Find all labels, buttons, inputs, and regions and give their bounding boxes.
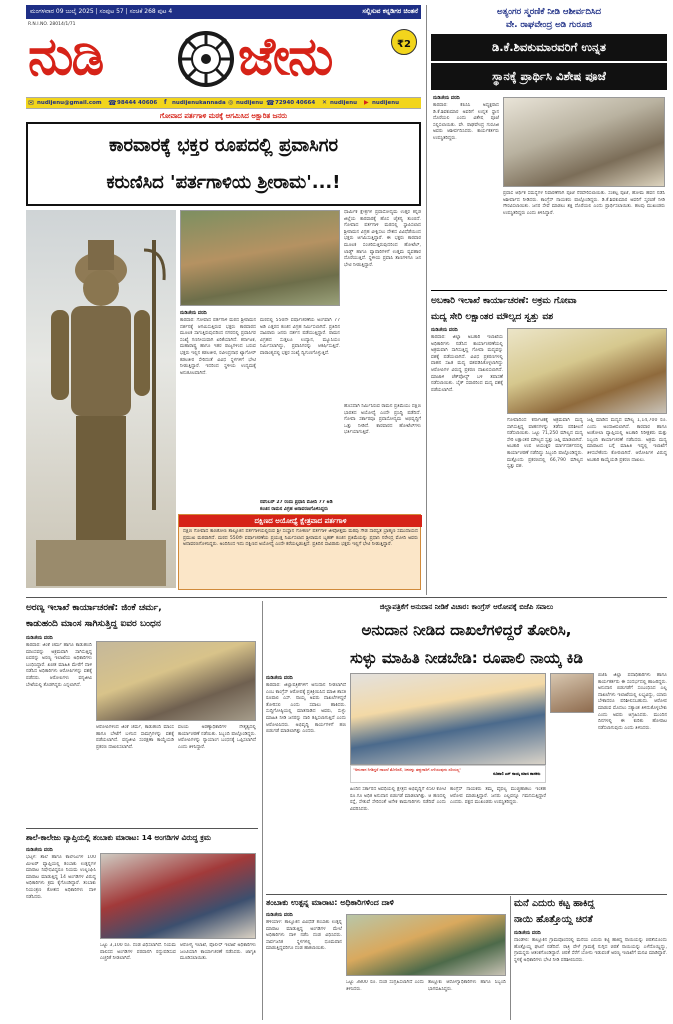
story-tobacco-sale bbox=[266, 896, 506, 1021]
grant-headline-2: ಸುಳ್ಳು ಮಾಹಿತಿ ನೀಡಬೇಡಿ: ರೂಪಾಲಿ ನಾಯ್ಕ ಕಿಡಿ bbox=[350, 649, 583, 667]
story-kicker-2: ವೇ. ರಾಘವೇಂದ್ರ ಅಡಿ ಗುರೂಜಿ bbox=[506, 20, 592, 30]
lead-story bbox=[26, 112, 421, 592]
lead-body-right: ಧಾರ್ಮಿಕ ಕ್ಷೇತ್ರಗಳ ಪ್ರವಾಸೋದ್ಯಮ ಉತ್ತರ ಕನ್ನಡ ಜಿಲ್ಲೆಯ ಕಾರವಾರಕ್ಕೆ ಹೊಸ ಚೈತನ್ಯ ತುಂಬಿದೆ. ಗೋವಾದ ಪರ್ತಗಾಳಿ ಮಠದಲ್ಲಿ ಸ್ಥಾಪಿಸಲಾದ ಶ್ರೀರಾಮನ ವಿಗ್ರಹ ವೀಕ್ಷಿಸಲು ದೇಶದ ವಿವಿಧೆಡೆಯಿಂದ ಭಕ್ತರು ಆಗಮಿಸುತ್ತಿದ್ದಾರೆ. ಈ ಭಕ್ತರು ಕಾರವಾರ ಮೂಲಕ ಸಂಚರಿಸುತ್ತಿರುವುದರಿಂದ ಹೋಟೆಲ್, ಲಾಡ್ಜ್ ಹಾಗೂ ವ್ಯಾಪಾರಿಗಳಿಗೆ ಉತ್ತಮ ವ್ಯವಹಾರ ದೊರೆಯುತ್ತಿದೆ. ಸ್ಥಳೀಯ ಪ್ರವಾಸಿ ತಾಣಗಳಿಗೂ ಜನ ಭೇಟಿ ನೀಡುತ್ತಿದ್ದಾರೆ. bbox=[344, 210, 421, 268]
phone-icon: ☎ bbox=[108, 99, 117, 107]
story-tobacco-school bbox=[26, 831, 258, 1021]
tobacco-school-body-2: ಒಟ್ಟು 3,100 ರೂ. ದಂಡ ವಿಧಿಸಲಾಗಿದೆ. ನಿಯಮ ಪಾಲಿಸದ ಅಂಗಡಿಗಳ ಪರವಾನಗಿ ರದ್ದುಪಡಿಸುವ ಎಚ್ಚರಿಕೆ ನೀಡಲಾಗಿದೆ. bbox=[100, 943, 176, 962]
price: ₹2 bbox=[397, 39, 411, 50]
phone-icon-2: ☎ bbox=[266, 99, 275, 107]
grant-caption-quote: "ಅನುದಾನ ನೀಡಿದ್ದರೆ ದಾಖಲೆ ತೋರಿಸಲಿ, ಜನರನ್ನು ತಪ್ಪುದಾರಿಗೆ ಎಳೆಯುವುದು ಸರಿಯಲ್ಲ" bbox=[353, 767, 462, 772]
tobacco-school-figure: 3,100 bbox=[109, 943, 123, 948]
phone-1[interactable]: 98444 40606 bbox=[117, 100, 158, 106]
grant-body-1: ಕಾರವಾರ: ಜಿಲ್ಲಾಪತ್ರಿಕೆಗಳಿಗೆ ಅನುದಾನ ನೀಡಲಾಗಿದೆ ಎಂಬ ಕಾಂಗ್ರೆಸ್ ಆರೋಪಕ್ಕೆ ಪ್ರತಿಕ್ರಿಯಿಸಿದ ಮಾಜಿ ಶಾಸಕಿ ರೂಪಾಲಿ ಎಸ್. ನಾಯ್ಕ ಅವರು ದಾಖಲೆಗಳಿದ್ದರೆ ತೋರಿಸಲಿ ಎಂದು ಸವಾಲು ಹಾಕಿದರು. ಸುದ್ದಿಗೋಷ್ಠಿಯಲ್ಲಿ ಮಾತನಾಡಿದ ಅವರು, ಸುಳ್ಳು ಮಾಹಿತಿ ನೀಡಿ ಜನರನ್ನು ದಾರಿ ತಪ್ಪಿಸಲಾಗುತ್ತಿದೆ ಎಂದು ಆರೋಪಿಸಿದರು. ಅಭಿವೃದ್ಧಿ ಕಾರ್ಯಗಳಿಗೆ ಹಣ ಬಿಡುಗಡೆ ಮಾಡಲಾಗಿತ್ತು ಎಂದರು. bbox=[266, 683, 346, 735]
grant-press-meet-photo bbox=[350, 673, 546, 765]
leopard-body: ದಾಂಡೇಲಿ: ತಾಲ್ಲೂಕಿನ ಗ್ರಾಮವೊಂದರಲ್ಲಿ ಮನೆಯ ಎದುರು ಕಟ್ಟಿ ಹಾಕಿದ್ದ ನಾಯಿಯನ್ನು ಚಿರತೆಯೊಂದು ಹೊತ್ತೊಯ್ದ ಘಟನೆ ನಡೆದಿದೆ. ರಾತ್ರಿ ವೇಳೆ ಗ್ರಾಮಕ್ಕೆ ನುಗ್ಗಿದ ಚಿರತೆ ನಾಯಿಯನ್ನು ಎಳೆದೊಯ್ದಿದ್ದು, ಗ್ರಾಮಸ್ಥರು ಆತಂಕಗೊಂಡಿದ್ದಾರೆ. ಚಿರತೆ ಸೆರೆಗೆ ಬೋನು ಇಡುವಂತೆ ಅರಣ್ಯ ಇಲಾಖೆಗೆ ಮನವಿ ಮಾಡಿದ್ದಾರೆ. ಸ್ಥಳಕ್ಕೆ ಅಧಿಕಾರಿಗಳು ಭೇಟಿ ನೀಡಿ ಪರಿಶೀಲಿಸಿದರು. bbox=[514, 938, 667, 963]
section-rule bbox=[431, 290, 667, 291]
date-note: ನವೆಂಬರ್ 27 ರಂದು ಪ್ರಧಾನಿ ಮೋದಿ 77 ಅಡಿ ಕಂಚಿನ ರಾಮನ ವಿಗ್ರಹ ಅನಾವರಣಗೊಳಿಸಿದ್ದರು bbox=[260, 500, 333, 512]
price-badge bbox=[391, 29, 417, 55]
title-left: ನುಡಿ bbox=[28, 27, 103, 87]
excise-figure-2: 71,250 bbox=[542, 431, 559, 437]
forest-headline-2: ಕಾಡುಹಂದಿ ಮಾಂಸ ಸಾಗಿಸುತ್ತಿದ್ದ ಐವರ ಬಂಧನ bbox=[26, 619, 161, 629]
instagram-icon: ◎ bbox=[228, 99, 234, 106]
story-body-cont: ಪ್ರವಾಸ ಆರ್ಥಿಕ ಸಮಸ್ಯೆಗಳ ನಿವಾರಣೆಗಾಗಿ ಪೂಜೆ ನೆರವೇರಿಸಲಾಯಿತು. ಸಂಕಲ್ಪ ಪೂಜೆ, ಹೋಮ ಹವನ ನಡೆಸಿ ಅಶೀರ್ವಾದ ನೀಡಿದರು. ಕಾಂಗ್ರೆಸ್ ನಾಯಕರು ಪಾಲ್ಗೊಂಡಿದ್ದರು. ಡಿ.ಕೆ.ಶಿವಕುಮಾರ ಅವರಿಗೆ ಸ್ಮರಣಿಕೆ ನೀಡಿ ಗೌರವಿಸಲಾಯಿತು. ಜನರ ಸೇವೆ ಮಾಡಲು ಶಕ್ತಿ ದೊರೆಯಲಿ ಎಂದು ಪ್ರಾರ್ಥಿಸಲಾಯಿತು. ಹಲವು ಮುಖಂಡರು ಉಪಸ್ಥಿತರಿದ್ದರು ಎಂದು ತಿಳಿಸಿದ್ದಾರೆ. bbox=[503, 191, 665, 216]
title-right: ಜೇನು bbox=[238, 27, 332, 87]
date-bar bbox=[26, 5, 421, 19]
twitter-handle[interactable]: nudijenu bbox=[330, 100, 358, 106]
email-icon: ✉ bbox=[28, 99, 34, 107]
sidebar-box-title: ದಕ್ಷಿಣದ ಅಯೋಧ್ಯೆ ಕ್ಷೇತ್ರವಾದ ಪರ್ತಗಾಳಿ bbox=[179, 515, 422, 527]
excise-body-3: ಜಪ್ತಿ ಮಾಡಿದ ಮದ್ಯದ ಮೌಲ್ಯ 1,14,700 ರೂ. ಎಂದು ಅಂದಾಜಿಸಲಾಗಿದೆ. ಕಾರವಾರ ಹಾಗೂ ಅಂಕೋಲಾ ವ್ಯಾಪ್ತಿಯಲ್ಲಿ ಅಬಕಾರಿ ನಿರೀಕ್ಷಕರು ಮತ್ತು ಸಿಬ್ಬಂದಿ ಕಾರ್ಯಾಚರಣೆ ನಡೆಸಿದರು. ಅಕ್ರಮ ಮದ್ಯ ಮಾರಾಟದ ಬಗ್ಗೆ ಮಾಹಿತಿ ಇದ್ದಲ್ಲಿ ಇಲಾಖೆಗೆ ತಿಳಿಸಬೇಕೆಂದು ಕೋರಲಾಗಿದೆ. ಆರೋಪಿಗಳ ವಿರುದ್ಧ ಅಬಕಾರಿ ಕಾಯ್ದೆಯಡಿ ಪ್ರಕರಣ ದಾಖಲು. bbox=[587, 418, 667, 463]
story-leopard bbox=[514, 896, 667, 1021]
facebook-icon: f bbox=[164, 99, 167, 106]
excise-photo bbox=[507, 328, 667, 414]
lead-byline: ನುಡಿಜೇನು ವರದಿ bbox=[180, 311, 207, 316]
column-divider-3 bbox=[510, 896, 511, 1020]
youtube-icon: ▶ bbox=[364, 99, 369, 106]
tobacco-sale-figure: 3800 bbox=[356, 980, 368, 985]
byline: ನುಡಿಜೇನು ವರದಿ bbox=[433, 96, 460, 101]
lead-body-col2: ಮಠದಲ್ಲಿ 550ನೇ ವರ್ಷಾಚರಣೆಯ ಅಂಗವಾಗಿ 77 ಅಡಿ ಎತ್ತರದ ಕಂಚಿನ ವಿಗ್ರಹ ನಿರ್ಮಿಸಲಾಗಿದೆ. ಪ್ರತಿದಿನ ಸಾವಿರಾರು ಜನರು ದರ್ಶನ ಪಡೆಯುತ್ತಿದ್ದಾರೆ. ರಾಮನ ವಿಗ್ರಹದ ಸುತ್ತಲೂ ಉದ್ಯಾನ, ಮ್ಯೂಸಿಯಂ ನಿರ್ಮಿಸಲಾಗಿದ್ದು, ಪ್ರವಾಸಿಗರನ್ನು ಆಕರ್ಷಿಸುತ್ತಿದೆ. ವಾರಾಂತ್ಯದಲ್ಲಿ ಭಕ್ತರ ಸಂಖ್ಯೆ ದ್ವಿಗುಣಗೊಳ್ಳುತ್ತಿದೆ. bbox=[260, 318, 340, 356]
grant-photo-caption-bar bbox=[350, 765, 546, 783]
facebook-handle[interactable]: nudijenukannada bbox=[172, 100, 226, 106]
story-dks-puja bbox=[431, 5, 667, 305]
forest-byline: ನುಡಿಜೇನು ವರದಿ bbox=[26, 636, 53, 641]
instagram-handle[interactable]: nudijenu bbox=[236, 100, 264, 106]
forest-body-1: ಕಾರವಾರ: ಜಿಂಕೆ ಚರ್ಮ ಹಾಗೂ ಕಾಡುಹಂದಿ ಮಾಂಸವನ್ನು ಅಕ್ರಮವಾಗಿ ಸಾಗಿಸುತ್ತಿದ್ದ ಐವರನ್ನು ಅರಣ್ಯ ಇಲಾಖೆಯ ಅಧಿಕಾರಿಗಳು ಬಂಧಿಸಿದ್ದಾರೆ. ಖಚಿತ ಮಾಹಿತಿ ಮೇರೆಗೆ ದಾಳಿ ನಡೆಸಿದ ಅಧಿಕಾರಿಗಳು ಆರೋಪಿಗಳನ್ನು ವಶಕ್ಕೆ ಪಡೆದರು. ಆರೋಪಿಗಳು ವನ್ಯಜೀವಿ ಬೇಟೆಯಲ್ಲಿ ತೊಡಗಿದ್ದರು ಎನ್ನಲಾಗಿದೆ. bbox=[26, 643, 92, 688]
story-grant bbox=[266, 601, 667, 891]
story-body: ಕಾರವಾರ: ಕೆಪಿಸಿಸಿ ಅಧ್ಯಕ್ಷರಾದ ಡಿ.ಕೆ.ಶಿವಕುಮಾರ ಅವರಿಗೆ ಉನ್ನತ ಸ್ಥಾನ ದೊರೆಯಲಿ ಎಂದು ವಿಶೇಷ ಪೂಜೆ ಸಲ್ಲಿಸಲಾಯಿತು. ವೇ. ರಾಘವೇಂದ್ರ ಗುರೂಜಿ ಅವರು ಆಶೀರ್ವದಿಸಿದರು. ಕಾರ್ಯಕರ್ತರು ಉಪಸ್ಥಿತರಿದ್ದರು. bbox=[433, 103, 499, 141]
tobacco-school-photo bbox=[100, 853, 256, 939]
lead-kicker: ಗೋವಾದ ಪರ್ತಗಾಳಿ ಮಠಕ್ಕೆ ಆಗಮಿಸಿದ ಅಕ್ಷಾರಿತ ಜನರು bbox=[159, 112, 288, 120]
reg-no: R.N.I.NO. 28014/1/71 bbox=[28, 22, 76, 27]
excise-headline-2: ಮದ್ಯ ಸೇರಿ ಲಕ್ಷಾಂತರ ಮೌಲ್ಯದ ಸ್ವತ್ತು ವಶ bbox=[431, 312, 554, 322]
grant-headline-1: ಅನುದಾನ ನೀಡಿದ ದಾಖಲೆಗಳಿದ್ದರೆ ತೋರಿಸಿ, bbox=[361, 621, 572, 639]
headline-line-1: ಡಿ.ಕೆ.ಶಿವಕುಮಾರವರಿಗೆ ಉನ್ನತ bbox=[431, 34, 667, 61]
masthead bbox=[26, 5, 421, 113]
lead-body-col1: ಕಾರವಾರ: ಗೋವಾದ ಪರ್ತಗಾಳಿ ಮಠದ ಶ್ರೀರಾಮನ ದರ್ಶನಕ್ಕೆ ಆಗಮಿಸುತ್ತಿರುವ ಭಕ್ತರು ಕಾರವಾರದ ಮೂಲಕ ಸಾಗುತ್ತಿರುವುದರಿಂದ ನಗರದಲ್ಲಿ ಪ್ರವಾಸಿಗರ ಸಂಖ್ಯೆ ಗಣನೀಯವಾಗಿ ಏರಿಕೆಯಾಗಿದೆ. ಕರ್ನಾಟಕ, ಮಹಾರಾಷ್ಟ್ರ ಹಾಗೂ ಇತರ ರಾಜ್ಯಗಳಿಂದ ಬರುವ ಭಕ್ತರು ಇಲ್ಲಿನ ಕಡಲತೀರ, ರವೀಂದ್ರನಾಥ ಟ್ಯಾಗೋರ್ ಕಡಲತೀರ ಸೇರಿದಂತೆ ವಿವಿಧ ಸ್ಥಳಗಳಿಗೆ ಭೇಟಿ ನೀಡುತ್ತಿದ್ದಾರೆ. ಇದರಿಂದ ಸ್ಥಳೀಯ ಉದ್ಯಮಕ್ಕೆ ಅನುಕೂಲವಾಗಿದೆ. bbox=[180, 318, 256, 376]
leopard-headline-2: ನಾಯಿ ಹೊತ್ತೊಯ್ದ ಚಿರತೆ bbox=[514, 914, 593, 925]
tobacco-school-headline: ಶಾಲೆ-ಕಾಲೇಜು ವ್ಯಾಪ್ತಿಯಲ್ಲಿ ತಂಬಾಕು ಮಾರಾಟ: 14 ಅಂಗಡಿಗಳ ವಿರುದ್ಧ ಕ್ರಮ bbox=[26, 833, 211, 842]
tobacco-sale-body-1: ಹಳಿಯಾಳ: ತಾಲ್ಲೂಕಿನ ವಿವಿಧೆಡೆ ತಂಬಾಕು ಉತ್ಪನ್ನ ಮಾರಾಟ ಮಾಡುತ್ತಿದ್ದ ಅಂಗಡಿಗಳ ಮೇಲೆ ಅಧಿಕಾರಿಗಳು ದಾಳಿ ನಡೆಸಿ ದಂಡ ವಿಧಿಸಿದರು. ಸಾರ್ವಜನಿಕ ಸ್ಥಳಗಳಲ್ಲಿ ಧೂಮಪಾನ ಮಾಡುತ್ತಿದ್ದವರಿಗೂ ದಂಡ ಹಾಕಲಾಯಿತು. bbox=[266, 920, 342, 952]
excise-body-1: ಕಾರವಾರ: ಜಿಲ್ಲಾ ಅಬಕಾರಿ ಇಲಾಖೆಯ ಅಧಿಕಾರಿಗಳು ನಡೆಸಿದ ಕಾರ್ಯಾಚರಣೆಯಲ್ಲಿ ಅಕ್ರಮವಾಗಿ ಸಾಗಿಸುತ್ತಿದ್ದ ಗೋವಾ ಮದ್ಯವನ್ನು ವಶಕ್ಕೆ ಪಡೆಯಲಾಗಿದೆ. ವಿವಿಧ ಪ್ರಕರಣಗಳಲ್ಲಿ ವಾಹನ ಸಹಿತ ಮದ್ಯ ವಶಪಡಿಸಿಕೊಳ್ಳಲಾಗಿದ್ದು ಆರೋಪಿಗಳ ವಿರುದ್ಧ ಪ್ರಕರಣ ದಾಖಲಿಸಲಾಗಿದೆ. ಮಾಜಾಳಿ ಚೆಕ್‌ಪೋಸ್ಟ್ ಬಳಿ ತಪಾಸಣೆ ನಡೆಸಲಾಯಿತು. ಬೈಕ್ ಸವಾರರಿಂದ ಮದ್ಯ ವಶಕ್ಕೆ ಪಡೆಯಲಾಗಿದೆ. bbox=[431, 335, 503, 393]
grant-caption: ರೂಪಾಲಿ ಎಸ್ ನಾಯ್ಕ ಮಾಜಿ ಶಾಸಕರು bbox=[493, 771, 541, 776]
leopard-byline: ನುಡಿಜೇನು ವರದಿ bbox=[514, 931, 541, 936]
grant-portrait-photo bbox=[550, 673, 594, 713]
story-forest bbox=[26, 601, 258, 826]
grant-body-4: ಬಿಜೆಪಿ ಜಿಲ್ಲಾ ಪದಾಧಿಕಾರಿಗಳು ಹಾಗೂ ಕಾರ್ಯಕರ್ತರು ಈ ಸಂದರ್ಭದಲ್ಲಿ ಹಾಜರಿದ್ದರು. ಅನುದಾನ ಬಿಡುಗಡೆಗೆ ಸಂಬಂಧಿಸಿದ ಎಲ್ಲ ದಾಖಲೆಗಳು ಇಲಾಖೆಯಲ್ಲಿ ಲಭ್ಯವಿದ್ದು, ಯಾರು ಬೇಕಾದರೂ ಪರಿಶೀಲಿಸಬಹುದು. ಆರೋಪ ಮಾಡುವ ಮೊದಲು ಸತ್ಯಾಂಶ ತಿಳಿದುಕೊಳ್ಳಬೇಕು ಎಂದು ಅವರು ಆಗ್ರಹಿಸಿದರು. ಮುಂದಿನ ದಿನಗಳಲ್ಲಿ ಈ ಕುರಿತು ಹೋರಾಟ ನಡೆಸಲಾಗುವುದು ಎಂದು ತಿಳಿಸಿದರು. bbox=[598, 673, 667, 731]
contact-bar bbox=[26, 97, 421, 109]
grant-kicker: ಜಿಲ್ಲಾಪತ್ರಿಕೆಗೆ ಅನುದಾನ ನೀಡಿಕೆ ವಿಚಾರ: ಕಾಂಗ್ರೆಸ್ ಆರೋಪಕ್ಕೆ ಬಿಜೆಪಿ ಸವಾಲು bbox=[379, 603, 554, 611]
date-line: ಮಂಗಳವಾರ 09 ಜುಲೈ 2025 | ಸಂಪುಟ 57 | ಸಂಚಿಕೆ 268 ಪುಟ 4 bbox=[30, 8, 173, 15]
tobacco-sale-body-2: ಒಟ್ಟು 3800 ರೂ. ದಂಡ ಸಂಗ್ರಹಿಸಲಾಗಿದೆ ಎಂದು ತಿಳಿಸಿದರು. bbox=[346, 980, 424, 992]
wheel-logo-icon bbox=[176, 29, 236, 89]
page-rule-1 bbox=[26, 597, 667, 598]
lead-headline-2: ಕರುಣಿಸಿದ 'ಪರ್ತಗಾಳಿಯ ಶ್ರೀರಾಮ'...! bbox=[106, 172, 341, 193]
rama-statue-photo bbox=[26, 210, 176, 588]
forest-photo bbox=[96, 641, 256, 721]
lead-body-col3: ಹೊಸದಾಗಿ ನಿರ್ಮಿಸಿರುವ ರಾಮನ ಪ್ರತಿಮೆಯು ದಕ್ಷಿಣ ಭಾರತದ ಅಯೋಧ್ಯೆ ಎಂದೇ ಪ್ರಸಿದ್ಧಿ ಪಡೆದಿದೆ. ಗೋವಾ ಸರ್ಕಾರವೂ ಪ್ರವಾಸೋದ್ಯಮ ಅಭಿವೃದ್ಧಿಗೆ ಒತ್ತು ನೀಡಿದೆ. ಕಾರವಾರದ ಹೋಟೆಲ್‌ಗಳು ಭರ್ತಿಯಾಗುತ್ತಿವೆ. bbox=[344, 404, 421, 436]
lead-headline-box bbox=[26, 122, 421, 206]
phone-2[interactable]: 72940 40664 bbox=[275, 100, 316, 106]
tobacco-school-body-1: ಭಟ್ಕಳ: ಶಾಲೆ ಹಾಗೂ ಕಾಲೇಜುಗಳ 100 ಮೀಟರ್ ವ್ಯಾಪ್ತಿಯಲ್ಲಿ ತಂಬಾಕು ಉತ್ಪನ್ನಗಳ ಮಾರಾಟ ನಿಷೇಧವಿದ್ದರೂ ನಿಯಮ ಉಲ್ಲಂಘಿಸಿ ಮಾರಾಟ ಮಾಡುತ್ತಿದ್ದ 14 ಅಂಗಡಿಗಳ ವಿರುದ್ಧ ಅಧಿಕಾರಿಗಳು ಕ್ರಮ ಕೈಗೊಂಡಿದ್ದಾರೆ. ತಂಬಾಕು ನಿಯಂತ್ರಣ ಕೋಶದ ಅಧಿಕಾರಿಗಳು ದಾಳಿ ನಡೆಸಿದರು. bbox=[26, 855, 96, 900]
column-divider bbox=[426, 5, 427, 595]
story-excise bbox=[431, 294, 667, 594]
forest-body-2: ಆರೋಪಿಗಳಿಂದ ಜಿಂಕೆ ಚರ್ಮ, ಕಾಡುಹಂದಿ ಮಾಂಸ ಹಾಗೂ ಬೇಟೆಗೆ ಬಳಸಿದ ಸಾಮಗ್ರಿಗಳನ್ನು ವಶಕ್ಕೆ ಪಡೆಯಲಾಗಿದೆ. ವನ್ಯಜೀವಿ ಸಂರಕ್ಷಣಾ ಕಾಯ್ದೆಯಡಿ ಪ್ರಕರಣ ದಾಖಲಿಸಲಾಗಿದೆ. bbox=[96, 725, 174, 750]
sidebar-box-body: ದಕ್ಷಿಣ ಗೋವಾದ ಕಾಣಕೋಣ ತಾಲ್ಲೂಕಿನ ಪರ್ತಗಾಳಿಯಲ್ಲಿರುವ ಶ್ರೀ ಸಂಸ್ಥಾನ ಗೋಕರ್ಣ ಪರ್ತಗಾಳಿ ಜೀವೋತ್ತಮ ಮಠವು ಗೌಡ ಸಾರಸ್ವತ ಬ್ರಾಹ್ಮಣ ಸಮುದಾಯದ ಪ್ರಮುಖ ಮಠವಾಗಿದೆ. ಮಠದ 550ನೇ ವರ್ಷಾಚರಣೆಯ ಪ್ರಯುಕ್ತ ನಿರ್ಮಿಸಲಾದ ಶ್ರೀರಾಮನ ಬೃಹತ್ ಕಂಚಿನ ಪ್ರತಿಮೆಯನ್ನು ಪ್ರಧಾನಿ ನರೇಂದ್ರ ಮೋದಿ ಅವರು ಅನಾವರಣಗೊಳಿಸಿದ್ದರು. ಅಂದಿನಿಂದ ಇದು ದಕ್ಷಿಣದ ಅಯೋಧ್ಯೆ ಎಂದೇ ಕರೆಯಲ್ಪಡುತ್ತಿದೆ. ಪ್ರತಿದಿನ ಸಾವಿರಾರು ಭಕ್ತರು ಇಲ್ಲಿಗೆ ಭೇಟಿ ನೀಡುತ್ತಿದ್ದಾರೆ. bbox=[183, 529, 418, 548]
temple-aerial-photo bbox=[180, 210, 340, 306]
column-divider-2 bbox=[262, 601, 263, 1020]
youtube-handle[interactable]: nudijenu bbox=[372, 100, 400, 106]
excise-byline: ನುಡಿಜೇನು ವರದಿ bbox=[431, 328, 458, 333]
lead-headline-1: ಕಾರವಾರಕ್ಕೆ ಭಕ್ತರ ರೂಪದಲ್ಲಿ ಪ್ರವಾಸಿಗರ bbox=[108, 135, 339, 156]
excise-headline-1: ಅಬಕಾರಿ ಇಲಾಖೆ ಕಾರ್ಯಾಚರಣೆ: ಅಕ್ರಮ ಗೋವಾ bbox=[431, 296, 577, 306]
tobacco-school-byline: ನುಡಿಜೇನು ವರದಿ bbox=[26, 848, 53, 853]
tobacco-sale-headline: ತಂಬಾಕು ಉತ್ಪನ್ನ ಮಾರಾಟ: ಅಧಿಕಾರಿಗಳಿಂದ ದಾಳಿ bbox=[266, 898, 394, 907]
page-rule-2 bbox=[26, 828, 258, 829]
grant-body-3: ಕಾಂಗ್ರೆಸ್ ನಾಯಕರು ತಮ್ಮ ವೈಫಲ್ಯ ಮುಚ್ಚಿಹಾಕಲು ಇಂತಹ ಆರೋಪ ಮಾಡುತ್ತಿದ್ದಾರೆ. ಜನರು ಎಲ್ಲವನ್ನೂ ಗಮನಿಸುತ್ತಿದ್ದಾರೆ ಎಂದರು. ಪಕ್ಷದ ಮುಖಂಡರು ಉಪಸ್ಥಿತರಿದ್ದರು. bbox=[450, 787, 546, 806]
excise-body-2: ಗೋವಾದಿಂದ ಕರ್ನಾಟಕಕ್ಕೆ ಅಕ್ರಮವಾಗಿ ಮದ್ಯ ಸಾಗಿಸುತ್ತಿದ್ದ ವಾಹನಗಳನ್ನು ತಡೆದು ಪರಿಶೀಲನೆ ನಡೆಸಲಾಯಿತು. ಒಟ್ಟು 71,250 ಮೌಲ್ಯದ ಮದ್ಯ ಸೇರಿ ಲಕ್ಷಾಂತರ ಮೌಲ್ಯದ ಸ್ವತ್ತು ಜಪ್ತಿ ಮಾಡಲಾಗಿದೆ. ಅಬಕಾರಿ ಉಪ ಆಯುಕ್ತರ ಮಾರ್ಗದರ್ಶನದಲ್ಲಿ ಕಾರ್ಯಾಚರಣೆ ನಡೆದಿದ್ದು ಸಿಬ್ಬಂದಿ ಪಾಲ್ಗೊಂಡಿದ್ದರು. ಮತ್ತೊಂದು ಪ್ರಕರಣದಲ್ಲಿ 66,790 ಮೌಲ್ಯದ ಸ್ವತ್ತು ವಶ. bbox=[507, 418, 583, 470]
headline-line-2: ಸ್ಥಾನಕ್ಕೆ ಪ್ರಾರ್ಥಿಸಿ ವಿಶೇಷ ಪೂಜೆ bbox=[431, 63, 667, 90]
forest-body-3: ವಲಯ ಅರಣ್ಯಾಧಿಕಾರಿಗಳ ನೇತೃತ್ವದಲ್ಲಿ ಕಾರ್ಯಾಚರಣೆ ನಡೆಯಿತು. ಸಿಬ್ಬಂದಿ ಪಾಲ್ಗೊಂಡಿದ್ದರು. ಆರೋಪಿಗಳನ್ನು ನ್ಯಾಯಾಂಗ ಬಂಧನಕ್ಕೆ ಒಪ್ಪಿಸಲಾಗಿದೆ ಎಂದು ತಿಳಿಸಿದ್ದಾರೆ. bbox=[178, 725, 256, 750]
tagline: ಸಲ್ಲಿಸುವ ಕನ್ನಡಿಗರ ಚಿಂತನೆ bbox=[362, 7, 418, 15]
story-photo bbox=[503, 97, 665, 187]
leopard-headline-1: ಮನೆ ಎದುರು ಕಟ್ಟ ಹಾಕಿದ್ದ bbox=[514, 898, 595, 909]
story-kicker: ಅತ್ಯಂಗರ ಸ್ಮರಣಿಕೆ ನೀಡಿ ಆಶೀರ್ವದಿಸಿದ bbox=[497, 7, 601, 17]
tobacco-sale-body-3: ತಾಲ್ಲೂಕು ಆರೋಗ್ಯಾಧಿಕಾರಿಗಳು ಹಾಗೂ ಸಿಬ್ಬಂದಿ ಭಾಗವಹಿಸಿದ್ದರು. bbox=[428, 980, 506, 992]
tobacco-sale-byline: ನುಡಿಜೇನು ವರದಿ bbox=[266, 913, 293, 918]
forest-headline-1: ಅರಣ್ಯ ಇಲಾಖೆ ಕಾರ್ಯಾಚರಣೆ: ಜಿಂಕೆ ಚರ್ಮ, bbox=[26, 603, 162, 613]
grant-byline: ನುಡಿಜೇನು ವರದಿ bbox=[266, 676, 293, 681]
page-rule-3 bbox=[266, 894, 667, 895]
sidebar-box bbox=[178, 514, 421, 590]
excise-figure-1: 1,14,700 bbox=[636, 418, 658, 423]
tobacco-sale-photo bbox=[346, 914, 506, 976]
twitter-icon: ✕ bbox=[322, 99, 328, 106]
tobacco-school-body-3: ಆರೋಗ್ಯ ಇಲಾಖೆ, ಪೊಲೀಸ್ ಇಲಾಖೆ ಅಧಿಕಾರಿಗಳು ಜಂಟಿಯಾಗಿ ಕಾರ್ಯಾಚರಣೆ ನಡೆಸಿದರು. ಜಾಗೃತಿ ಮೂಡಿಸಲಾಯಿತು. bbox=[180, 943, 256, 962]
grant-body-2: ಹಿಂದಿನ ಸರ್ಕಾರದ ಅವಧಿಯಲ್ಲಿ ಕ್ಷೇತ್ರದ ಅಭಿವೃದ್ಧಿಗೆ 450 ಕೋಟಿ ರೂ.ಗೂ ಅಧಿಕ ಅನುದಾನ ಬಿಡುಗಡೆ ಮಾಡಲಾಗಿತ್ತು. ಆ ಹಣದಲ್ಲಿ ರಸ್ತೆ, ಸೇತುವೆ ಸೇರಿದಂತೆ ಅನೇಕ ಕಾಮಗಾರಿಗಳು ನಡೆದಿವೆ ಎಂದು ವಿವರಿಸಿದರು. bbox=[350, 787, 446, 812]
email[interactable]: nudijenu@gmail.com bbox=[37, 100, 102, 106]
excise-figure-3: 66,790 bbox=[549, 457, 566, 463]
